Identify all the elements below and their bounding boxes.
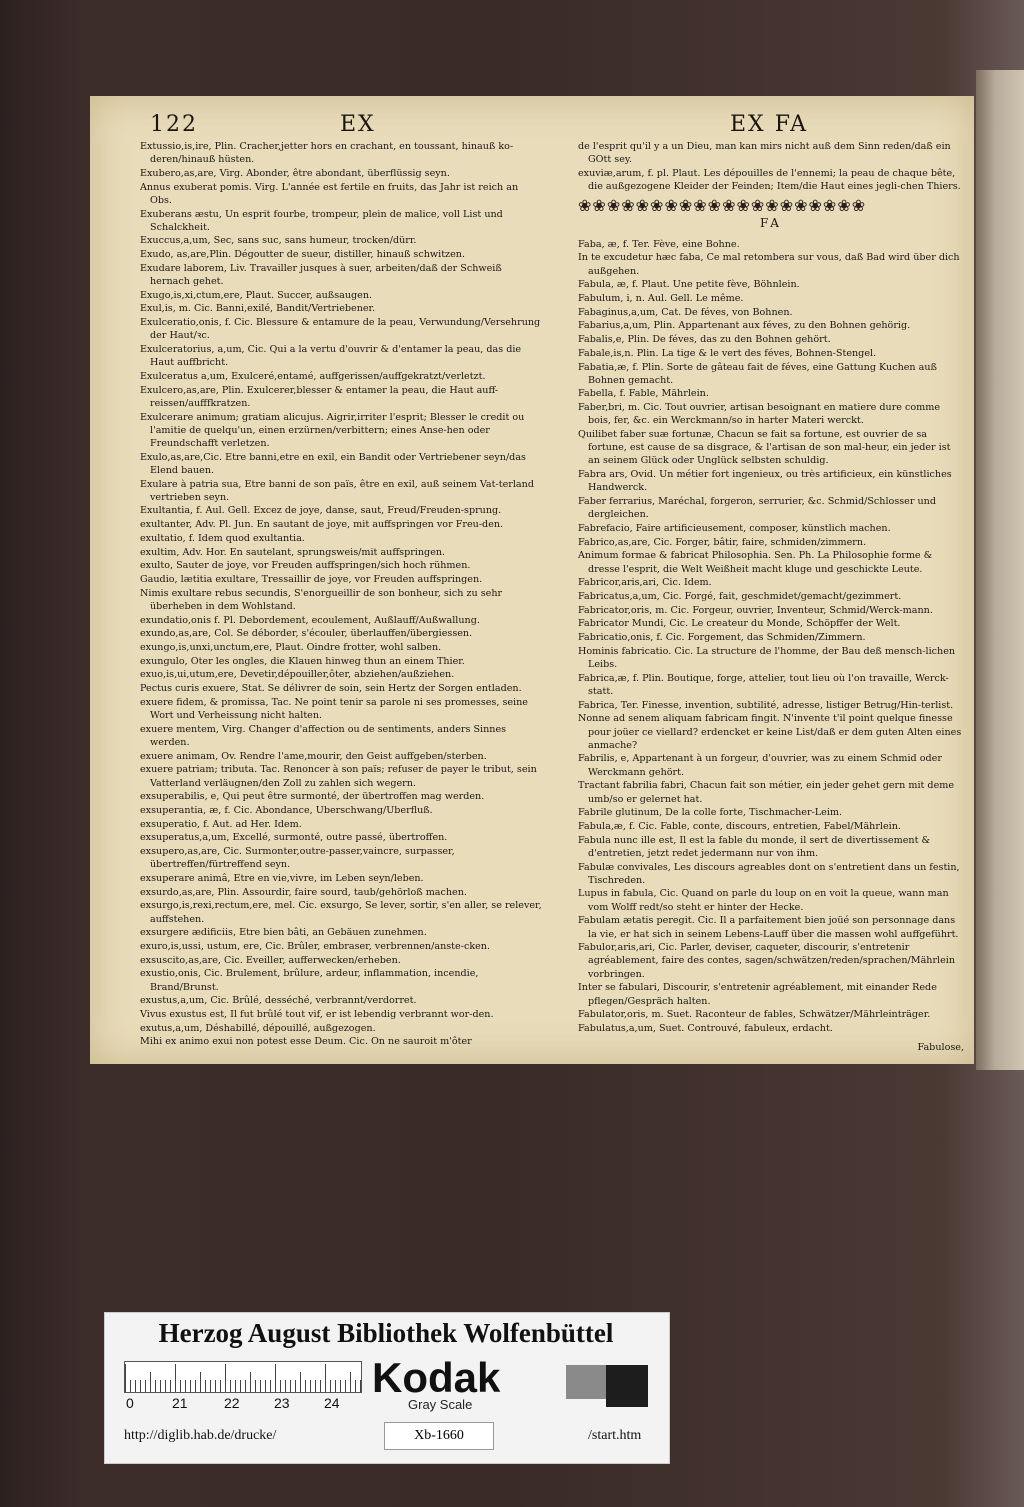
dictionary-entry: Fabrico,as,are, Cic. Forger, bâtir, faire, schmiden/zimmern. — [578, 536, 867, 548]
dictionary-entry: Fabrica,æ, f. Plin. Boutique, forge, attelier, tout lieu où l'on travaille, Werck-statt. — [578, 672, 949, 697]
dictionary-entry: Inter se fabulari, Discourir, s'entretenir agréablement, mit einander Rede pflegen/Gespräch halten. — [578, 982, 937, 1007]
dictionary-entry: exuro,is,ussi, ustum, ere, Cic. Brûler, embraser, verbrennen/anste-cken. — [140, 940, 491, 952]
dictionary-entry: exuere mentem, Virg. Changer d'affection ou de sentiments, anders Sinnes werden. — [140, 723, 507, 748]
dictionary-entry: exsupero,as,are, Cic. Surmonter,outre-passer,vaincre, surpasser, übertreffen/fürtreffend seyn. — [140, 846, 455, 871]
dictionary-entry: exsurdo,as,are, Plin. Assourdir, faire sourd, taub/gehörloß machen. — [140, 886, 467, 898]
ruler-tick — [295, 1380, 296, 1392]
ruler-tick — [320, 1380, 321, 1392]
dictionary-entry: Exulo,as,are,Cic. Etre banni,etre en exil, ein Bandit oder Vertriebener seyn/das Elend bauen. — [140, 451, 526, 476]
section-heading: FA — [760, 215, 782, 230]
ornament-divider: ❀❀❀❀❀❀❀❀❀❀❀❀❀❀❀❀❀❀❀❀ — [578, 199, 867, 213]
gray-scale-label: Gray Scale — [408, 1397, 473, 1412]
dictionary-entry: exuviæ,arum, f. pl. Plaut. Les dépouilles de l'ennemi; la peau de chaque bête, die außgezogene Kleider der Feinden; Item/die Haut eines jegli-chen Thiers. — [578, 167, 961, 193]
ruler-scale — [124, 1361, 362, 1393]
dictionary-entry: Fabricatio,onis, f. Cic. Forgement, das Schmiden/Zimmern. — [578, 632, 866, 644]
dictionary-entry: Annus exuberat pomis. Virg. L'année est fertile en fruits, das Jahr ist reich an Obs. — [140, 181, 519, 206]
dictionary-entry: Extussio,is,ire, Plin. Cracher,jetter hors en crachant, en toussant, hinauß ko-deren/hinauß hüsten. — [140, 141, 514, 166]
ruler-tick — [225, 1364, 226, 1392]
dictionary-entry: exsuperantia, æ, f. Cic. Abondance, Uberschwang/Uberfluß. — [140, 804, 433, 816]
ruler-tick — [230, 1380, 231, 1392]
dictionary-entry: Fabulor,aris,ari, Cic. Parler, deviser, caqueter, discourir, s'entretenir agréablement, faire des contes, sagen/schwätzen/reden/sprachen/Mährlein vorbringen. — [578, 942, 956, 980]
ruler-tick — [355, 1380, 356, 1392]
ruler-tick — [315, 1380, 316, 1392]
left-heading: EX — [340, 112, 376, 137]
dictionary-entry: exsuscito,as,are, Cic. Eveiller, aufferwecken/erheben. — [140, 954, 401, 966]
dictionary-entry: Fabaginus,a,um, Cat. De féves, von Bohnen. — [578, 306, 793, 318]
ruler-tick — [300, 1372, 301, 1392]
dictionary-entry: de l'esprit qu'il y a un Dieu, man kan mirs nicht auß dem Sinn reden/daß ein GOtt sey. — [578, 141, 951, 166]
dictionary-entry: Exubero,as,are, Virg. Abonder, être abondant, überflüssig seyn. — [140, 167, 450, 179]
ruler-tick — [130, 1380, 131, 1392]
ruler-tick — [275, 1364, 276, 1392]
ruler-numbers — [124, 1395, 360, 1411]
dictionary-entry: Exudo, as,are,Plin. Dégoutter de sueur, distiller, hinauß schwitzen. — [140, 249, 466, 261]
dictionary-entry: Tractant fabrilia fabri, Chacun fait son métier, ein jeder gehet gern mit deme umb/so er gelernet hat. — [578, 780, 955, 805]
dictionary-entry: exutus,a,um, Déshabillé, dépouillé, außgezogen. — [140, 1022, 376, 1034]
ruler-tick — [265, 1380, 266, 1392]
dictionary-entry: exultim, Adv. Hor. En sautelant, sprungsweis/mit auffspringen. — [140, 546, 446, 558]
dictionary-entry: exundo,as,are, Col. Se déborder, s'écouler, überlauffen/übergiessen. — [140, 628, 473, 640]
dictionary-entry: Fabalis,e, Plin. De féves, das zu den Bohnen gehört. — [578, 334, 831, 346]
ruler-tick — [335, 1380, 336, 1392]
right-column-continuation — [578, 140, 964, 193]
ruler-number: 0 — [126, 1395, 134, 1411]
dictionary-entry: Fabricator Mundi, Cic. Le createur du Monde, Schöpffer der Welt. — [578, 618, 901, 630]
book-page — [90, 96, 974, 1064]
dictionary-entry: Exulcero,as,are, Plin. Exulcerer,blesser & entamer la peau, die Haut auff-reissen/aufffkratzen. — [140, 384, 499, 409]
dictionary-entry: exultatio, f. Idem quod exultantia. — [140, 532, 305, 544]
dictionary-entry: Exugo,is,xi,ctum,ere, Plaut. Succer, außsaugen. — [140, 289, 373, 301]
ruler-tick — [205, 1380, 206, 1392]
dictionary-entry: Fabatia,æ, f. Plin. Sorte de gâteau fait de féves, eine Gattung Kuchen auß Bohnen gemacht. — [578, 361, 937, 386]
ruler-tick — [160, 1380, 161, 1392]
dictionary-entry: exsuperatus,a,um, Excellé, surmonté, outre passé, übertroffen. — [140, 832, 448, 844]
ruler-tick — [155, 1380, 156, 1392]
dictionary-entry: Fabricatus,a,um, Cic. Forgé, fait, geschmidet/gemacht/gezimmert. — [578, 591, 902, 602]
ruler-tick — [345, 1380, 346, 1392]
dictionary-entry: exungulo, Oter les ongles, die Klauen hinweg thun an einem Thier. — [140, 655, 465, 667]
dictionary-entry: Fabra ars, Ovid. Un métier fort ingenieux, ou très artificieux, ein künstliches Handwerck. — [578, 469, 952, 494]
ruler-tick — [185, 1380, 186, 1392]
adjacent-page-edge — [976, 70, 1024, 1070]
dictionary-entry: Fabale,is,n. Plin. La tige & le vert des féves, Bohnen-Stengel. — [578, 347, 877, 359]
dictionary-entry: Fabula,æ, f. Cic. Fable, conte, discours, entretien, Fabel/Mährlein. — [578, 820, 901, 832]
gray-swatch — [566, 1365, 606, 1399]
dictionary-entry: exuere patriam; tributa. Tac. Renoncer à son païs; refuser de payer le tribut, sein Vatterland verläugnen/den Zoll zu zahlen sich wegern. — [140, 764, 537, 789]
dictionary-entry: Quilibet faber suæ fortunæ, Chacun se fait sa fortune, est ouvrier de sa fortune, est cause de sa disgrace, & l'artisan de son mal-heur, ein jeder ist an seinem Glück oder Unglück selbsten schuldig. — [578, 429, 951, 467]
ruler-tick — [360, 1380, 361, 1392]
page-number: 122 — [150, 112, 198, 137]
dictionary-entry: Gaudio, lætitia exultare, Tressaillir de joye, vor Freuden auffspringen. — [140, 574, 483, 585]
dictionary-entry: exsurgere ædificiis, Etre bien bâti, an Gebäuen zunehmen. — [140, 927, 427, 939]
dictionary-entry: Fabricor,aris,ari, Cic. Idem. — [578, 577, 712, 589]
ruler-tick — [125, 1364, 126, 1392]
ruler-number: 21 — [172, 1395, 188, 1411]
dictionary-entry: Faba, æ, f. Ter. Fève, eine Bohne. — [578, 238, 740, 250]
ruler-tick — [245, 1380, 246, 1392]
dictionary-entry: exuere animam, Ov. Rendre l'ame,mourir, den Geist auffgeben/sterben. — [140, 750, 487, 762]
dictionary-entry: Fabrefacio, Faire artificieusement, composer, künstlich machen. — [578, 522, 891, 534]
dictionary-entry: Animum formae & fabricat Philosophia. Sen. Ph. La Philosophie forme & dresse l'esprit, die Welt Weißheit macht kluge und geschickte Leute. — [578, 550, 933, 575]
ruler-tick — [305, 1380, 306, 1392]
dictionary-entry: Fabulatus,a,um, Suet. Controuvé, fabuleux, erdacht. — [578, 1023, 833, 1034]
ruler-tick — [180, 1380, 181, 1392]
dictionary-entry: Fabulam ætatis peregit. Cic. Il a parfaitement bien joüé son personnage dans la vie, er hat sich in seinem Lebens-Lauff über die massen wohl auffgeführt. — [578, 915, 959, 940]
dictionary-entry: exsuperare animâ, Etre en vie,vivre, im Leben seyn/leben. — [140, 872, 424, 884]
dictionary-entry: Exuccus,a,um, Sec, sans suc, sans humeur, trocken/dürr. — [140, 235, 417, 247]
dictionary-entry: Nonne ad senem aliquam fabricam fingit. N'invente t'il point quelque finesse pour joüer ce viellard? erdencket er keine List/daß er dem guten Alten eines anmache? — [578, 713, 962, 751]
dictionary-entry: exultanter, Adv. Pl. Jun. En sautant de joye, mit auffspringen vor Freu-den. — [140, 519, 504, 531]
dictionary-entry: exsuperabilis, e, Qui peut être surmonté, der übertroffen mag werden. — [140, 791, 485, 803]
dictionary-entry: Exultantia, f. Aul. Gell. Excez de joye, danse, saut, Freud/Freuden-sprung. — [140, 505, 502, 517]
dictionary-entry: exsurgo,is,rexi,rectum,ere, mel. Cic. exsurgo, Se lever, sortir, s'en aller, se relever, auffstehen. — [140, 900, 542, 925]
ruler-tick — [325, 1364, 326, 1392]
dictionary-entry: Faber ferrarius, Maréchal, forgeron, serrurier, &c. Schmid/Schlosser und dergleichen. — [578, 496, 936, 521]
dictionary-entry: exulto, Sauter de joye, vor Freuden auffspringen/sich hoch rühmen. — [140, 560, 471, 572]
ruler-number: 23 — [274, 1395, 290, 1411]
ruler-tick — [290, 1380, 291, 1392]
dictionary-entry: exsuperatio, f. Aut. ad Her. Idem. — [140, 818, 302, 830]
ruler-tick — [195, 1380, 196, 1392]
dictionary-entry: Fabrile glutinum, De la colle forte, Tischmacher-Leim. — [578, 807, 843, 819]
ruler-tick — [240, 1380, 241, 1392]
ruler-tick — [220, 1380, 221, 1392]
ruler-tick — [280, 1380, 281, 1392]
ruler-tick — [235, 1380, 236, 1392]
left-column — [140, 140, 542, 1049]
dictionary-entry: Exulceratorius, a,um, Cic. Qui a la vertu d'ouvrir & d'entamer la peau, das die Haut auffbricht. — [140, 344, 522, 369]
dictionary-entry: In te excudetur hæc faba, Ce mal retombera sur vous, daß Bad wird über dich außgehen. — [578, 252, 960, 277]
dictionary-entry: Exuberans æstu, Un esprit fourbe, trompeur, plein de malice, voll List und Schalckheit. — [140, 208, 503, 233]
dictionary-entry: Pectus curis exuere, Stat. Se délivrer de soin, sein Hertz der Sorgen entladen. — [140, 683, 522, 695]
ruler-tick — [140, 1380, 141, 1392]
catchword: Fabulose, — [917, 1042, 964, 1054]
dictionary-entry: Exudare laborem, Liv. Travailler jusques à suer, arbeiten/daß der Schweiß hernach gehet. — [140, 262, 502, 288]
dictionary-entry: Vivus exustus est, Il fut brûlé tout vif, er ist lebendig verbrannt wor-den. — [140, 1009, 494, 1020]
ruler-tick — [170, 1380, 171, 1392]
ruler-tick — [285, 1380, 286, 1392]
ruler-tick — [250, 1372, 251, 1392]
kodak-logo: Kodak — [372, 1354, 501, 1401]
dictionary-entry: Fabricator,oris, m. Cic. Forgeur, ouvrier, Inventeur, Schmid/Werck-mann. — [578, 604, 933, 616]
dictionary-entry: Fabula nunc ille est, Il est la fable du monde, il sert de divertissement & d'entretien, jetzt redet jedermann nur von ihm. — [578, 834, 931, 859]
dictionary-entry: Exulcerare animum; gratiam alicujus. Aigrir,irriter l'esprit; Blesser le credit ou l'amitie de quelqu'un, einen erzürnen/verbittern; eines Anse-hen oder Freundschafft verletzen. — [140, 411, 525, 449]
ruler-tick — [135, 1380, 136, 1392]
dictionary-entry: Hominis fabricatio. Cic. La structure de l'homme, der Bau deß mensch-lichen Leibs. — [578, 645, 956, 671]
dictionary-entry: exustus,a,um, Cic. Brûlé, desséché, verbrannt/verdorret. — [140, 995, 417, 1007]
ruler-number: 22 — [224, 1395, 240, 1411]
ruler-tick — [150, 1372, 151, 1392]
dictionary-entry: Fabella, f. Fable, Mährlein. — [578, 388, 709, 400]
start-page-url: /start.htm — [588, 1428, 642, 1443]
dictionary-entry: Fabrica, Ter. Finesse, invention, subtilité, adresse, listiger Betrug/Hin-terlist. — [578, 699, 954, 711]
dictionary-entry: Fabarius,a,um, Plin. Appartenant aux féves, zu den Bohnen gehörig. — [578, 320, 911, 332]
right-column — [578, 140, 964, 1054]
black-swatch — [606, 1365, 648, 1407]
ruler-tick — [215, 1380, 216, 1392]
dictionary-entry: exundatio,onis f. Pl. Debordement, ecoulement, Außlauff/Außwallung. — [140, 614, 480, 626]
dictionary-entry: Nimis exultare rebus secundis, S'enorgueillir de son bonheur, sich zu sehr überheben in dem Wohlstand. — [140, 587, 503, 612]
dictionary-entry: Fabulator,oris, m. Suet. Raconteur de fables, Schwätzer/Mährleinträger. — [578, 1009, 931, 1021]
digital-library-url: http://diglib.hab.de/drucke/ — [124, 1428, 277, 1443]
ruler-tick — [200, 1372, 201, 1392]
ruler-tick — [310, 1380, 311, 1392]
ruler-tick — [330, 1380, 331, 1392]
dictionary-entry: exustio,onis, Cic. Brulement, brûlure, ardeur, inflammation, incendie, Brand/Brunst. — [140, 968, 479, 993]
dictionary-entry: Fabula, æ, f. Plaut. Une petite fève, Böhnlein. — [578, 279, 800, 291]
ruler-tick — [260, 1380, 261, 1392]
ruler-tick — [165, 1380, 166, 1392]
ruler-tick — [340, 1380, 341, 1392]
ruler-tick — [270, 1380, 271, 1392]
ruler-tick — [210, 1380, 211, 1392]
ruler-tick — [190, 1380, 191, 1392]
dictionary-entry: Exulceratio,onis, f. Cic. Blessure & entamure de la peau, Verwundung/Versehrung der Haut/ꝛc. — [140, 317, 541, 342]
ruler-tick — [175, 1364, 176, 1392]
dictionary-entry: Exulceratus a,um, Exulceré,entamé, auffgerissen/auffgekratzt/verletzt. — [140, 370, 486, 382]
dictionary-entry: exuere fidem, & promissa, Tac. Ne point tenir sa parole ni ses promesses, seine Wort und Verheissung nicht halten. — [140, 696, 528, 722]
dictionary-entry: Fabulum, i, n. Aul. Gell. Le même. — [578, 293, 744, 305]
shelfmark-box: Xb-1660 — [384, 1422, 494, 1450]
dictionary-entry: exuo,is,ui,utum,ere, Devetir,dépouiller,ôter, abziehen/außziehen. — [140, 669, 455, 681]
ruler-tick — [255, 1380, 256, 1392]
ruler-tick — [145, 1380, 146, 1392]
dictionary-entry: Exulare à patria sua, Etre banni de son païs, être en exil, auß seinem Vat-terland vertrieben seyn. — [140, 478, 534, 503]
dictionary-entry: Exul,is, m. Cic. Banni,exilé, Bandit/Vertriebener. — [140, 303, 376, 315]
library-title: Herzog August Bibliothek Wolfenbüttel — [158, 1318, 614, 1348]
fa-entries — [578, 238, 964, 1035]
dictionary-entry: exungo,is,unxi,unctum,ere, Plaut. Oindre frotter, wohl salben. — [140, 642, 442, 654]
dictionary-entry: Mihi ex animo exui non potest esse Deum. Cic. On ne sauroit m'ôter — [140, 1036, 472, 1048]
dictionary-entry: Fabrilis, e, Appartenant à un forgeur, d'ouvrier, was zu einem Schmid oder Werckmann gehört. — [578, 753, 942, 778]
right-heading: EX FA — [730, 112, 808, 137]
ruler-tick — [350, 1372, 351, 1392]
ruler-number: 24 — [324, 1395, 340, 1411]
dictionary-entry: Faber,bri, m. Cic. Tout ouvrier, artisan besoignant en matiere dure comme bois, fer, &c. ein Werckmann/so in harter Materi werckt. — [578, 402, 941, 427]
dictionary-entry: Fabulæ convivales, Les discours agreables dont on s'entretient dans un festin, Tischreden. — [578, 861, 960, 886]
dictionary-entry: Lupus in fabula, Cic. Quand on parle du loup on en voit la queue, wann man vom Wolff redt/so steht er hinter der Hecke. — [578, 888, 949, 913]
